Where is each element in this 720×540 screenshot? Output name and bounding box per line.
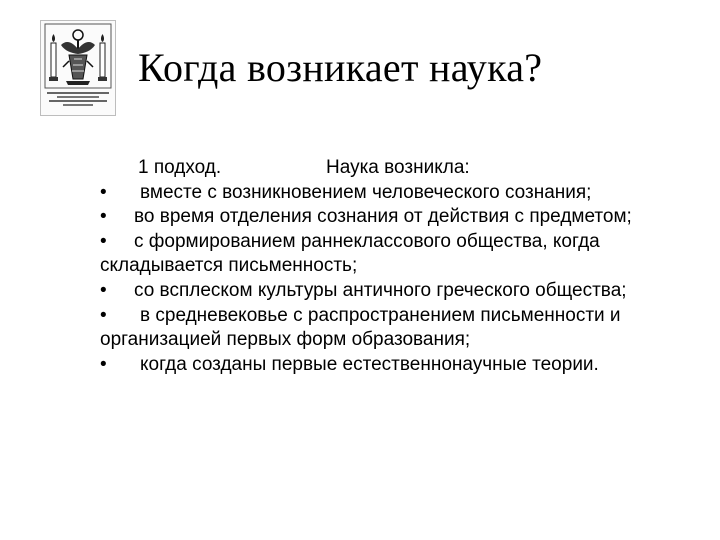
- content-heading: Наука возникла:: [326, 157, 470, 178]
- content-body: [100, 156, 680, 377]
- alchemical-emblem-icon: [41, 21, 115, 115]
- bullet-text: вместе с возникновением человеческого сознания;: [140, 181, 592, 203]
- alchemical-emblem-image: [40, 20, 116, 116]
- bullet-item: [100, 353, 680, 378]
- bullet-item: [100, 205, 680, 230]
- bullet-item: [100, 230, 680, 279]
- bullet-marker: •: [100, 230, 107, 252]
- bullet-text: со всплеском культуры античного греческого общества;: [134, 279, 627, 301]
- bullet-marker: •: [100, 279, 107, 301]
- bullet-text: с формированием раннеклассового общества, когда складывается письменность;: [100, 230, 600, 277]
- slide-title: Когда возникает наука?: [138, 45, 543, 90]
- bullet-item: [100, 279, 680, 304]
- bullet-marker: •: [100, 353, 107, 375]
- bullet-marker: •: [100, 181, 107, 203]
- content-heading-line: [100, 156, 680, 181]
- bullet-item: [100, 304, 680, 353]
- bullet-marker: •: [100, 304, 107, 326]
- bullet-marker: •: [100, 206, 107, 228]
- bullet-item: [100, 181, 680, 206]
- bullet-text: в средневековье с распространением письменности и организацией первых форм образования;: [100, 304, 621, 351]
- approach-label: 1 подход.: [138, 157, 222, 178]
- bullet-text: когда созданы первые естественнонаучные теории.: [140, 353, 599, 375]
- bullet-text: во время отделения сознания от действия с предметом;: [134, 206, 632, 228]
